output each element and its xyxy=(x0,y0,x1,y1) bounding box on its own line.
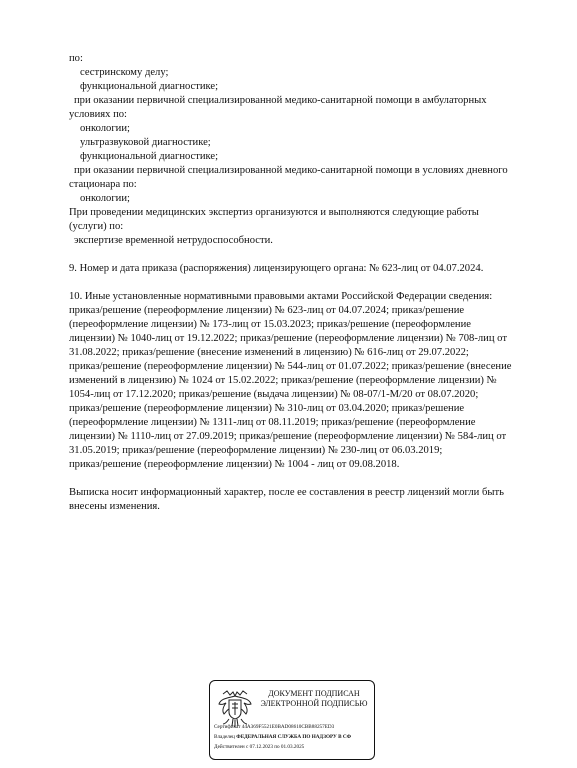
text-line: при оказании первичной специализированной медико-санитарной помощи в амбулаторных xyxy=(74,95,487,106)
certificate-value: 44A369F5521E0BAD08610CBB88257ED3 xyxy=(241,724,335,730)
text-line: (услуги) по: xyxy=(69,221,124,232)
text-line: при оказании первичной специализированной медико-санитарной помощи в условиях дневного xyxy=(74,165,508,176)
section-10-line: (переоформление лицензии) № 173-лиц от 15.03.2023; приказ/решение (переоформление xyxy=(69,319,471,330)
text-line: экспертизе временной нетрудоспособности. xyxy=(74,235,273,246)
section-10-line: лицензии) № 1110-лиц от 27.09.2019; приказ/решение (переоформление лицензии) № 584-лиц от xyxy=(69,431,507,442)
section-9-text: 9. Номер и дата приказа (распоряжения) лицензирующего органа: № 623-лиц от 04.07.2024. xyxy=(69,263,484,274)
text-line: онкологии; xyxy=(80,193,130,204)
section-10-line: приказ/решение (переоформление лицензии) № 310-лиц от 03.04.2020; приказ/решение xyxy=(69,403,465,414)
validity-line: Действителен с 07.12.2023 по 01.03.2025 xyxy=(214,744,305,750)
section-10-line: приказ/решение (переоформление лицензии) № 544-лиц от 01.07.2022; приказ/решение (внесение xyxy=(69,361,512,372)
certificate-label: Сертификат xyxy=(214,724,241,730)
text-line: сестринскому делу; xyxy=(80,67,169,78)
section-10-line: приказ/решение (переоформление лицензии) № 1004 - лиц от 09.08.2018. xyxy=(69,459,400,470)
section-10-line: изменений в лицензию) № 1024 от 15.02.2022; приказ/решение (переоформление лицензии) № xyxy=(69,375,497,386)
text-line: стационара по: xyxy=(69,179,137,190)
section-10-line: лицензии) № 1040-лиц от 19.12.2022; приказ/решение (переоформление лицензии) № 708-лиц от xyxy=(69,333,507,344)
section-10-line: 10. Иные установленные нормативными правовыми актами Российской Федерации сведения: xyxy=(69,291,493,302)
text-line: функциональной диагностике; xyxy=(80,81,219,92)
text-line: по: xyxy=(69,53,83,64)
section-10-line: 1054-лиц от 17.12.2020; приказ/решение (выдача лицензии) № 08-07/1-М/20 от 08.07.2020; xyxy=(69,389,479,400)
disclaimer-line: внесены изменения. xyxy=(69,501,160,512)
section-10-line: 31.08.2022; приказ/решение (внесение изменений в лицензию) № 616-лиц от 29.07.2022; xyxy=(69,347,469,358)
electronic-signature-stamp xyxy=(209,680,375,760)
stamp-title: ЭЛЕКТРОННОЙ ПОДПИСЬЮ xyxy=(260,699,368,708)
section-10-line: приказ/решение (переоформление лицензии) № 623-лиц от 04.07.2024; приказ/решение xyxy=(69,305,465,316)
text-line: При проведении медицинских экспертиз организуются и выполняются следующие работы xyxy=(69,207,479,218)
text-line: онкологии; xyxy=(80,123,130,134)
text-line: функциональной диагностике; xyxy=(80,151,219,162)
owner-label: Владелец xyxy=(214,734,235,740)
text-line: условиях по: xyxy=(69,109,127,120)
owner-line xyxy=(214,734,374,741)
disclaimer-line: Выписка носит информационный характер, после ее составления в реестр лицензий могли быть xyxy=(69,487,504,498)
owner-value: ФЕДЕРАЛЬНАЯ СЛУЖБА ПО НАДЗОРУ В СФ xyxy=(236,734,352,740)
section-10-line: 31.05.2019; приказ/решение (переоформление лицензии) № 230-лиц от 06.03.2019; xyxy=(69,445,443,456)
certificate-line xyxy=(214,724,374,731)
text-line: ультразвуковой диагностике; xyxy=(80,137,211,148)
section-10-line: (переоформление лицензии) № 1311-лиц от 08.11.2019; приказ/решение (переоформление xyxy=(69,417,476,428)
stamp-title: ДОКУМЕНТ ПОДПИСАН xyxy=(268,689,360,698)
